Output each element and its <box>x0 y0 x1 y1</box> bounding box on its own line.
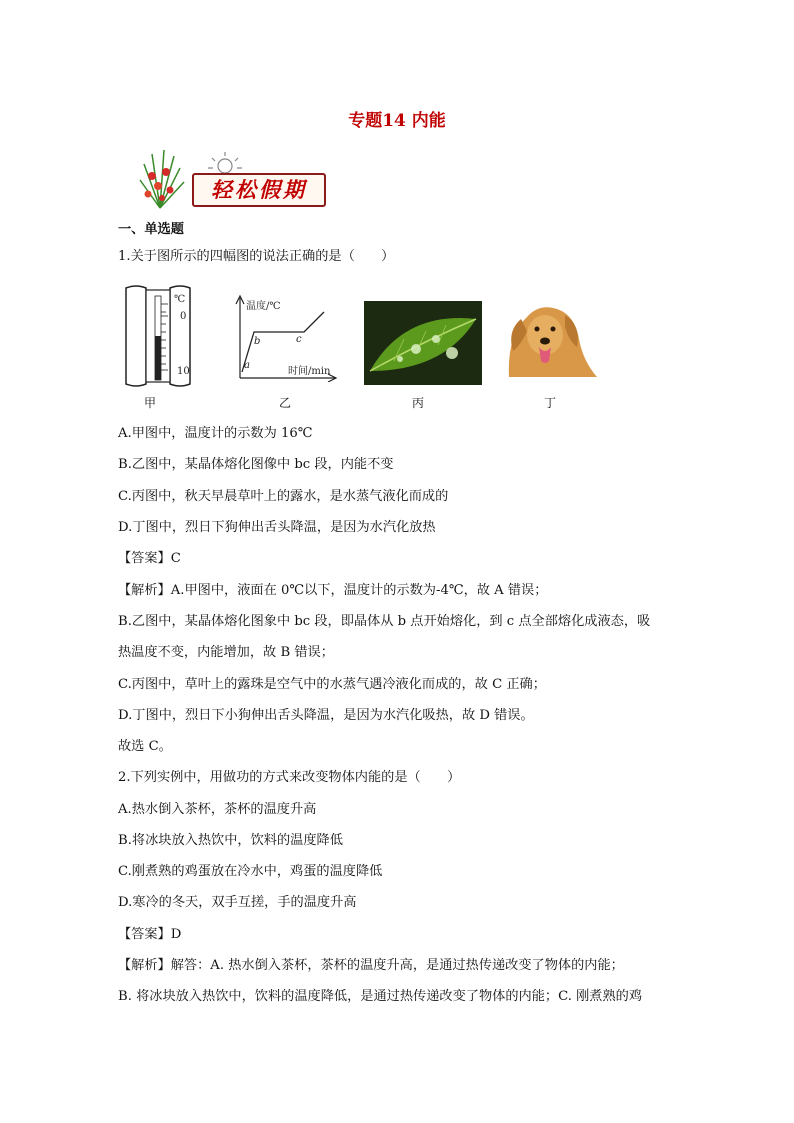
sun-icon <box>200 150 250 174</box>
q2-analysis-line: 【解析】解答：A. 热水倒入茶杯，茶杯的温度升高，是通过热传递改变了物体的内能； <box>118 958 624 973</box>
thermometer-tick-0: 0 <box>180 311 187 322</box>
q2-option-b: B.将冰块放入热饮中，饮料的温度降低 <box>118 833 343 848</box>
q1-option-b: B.乙图中，某晶体熔化图像中 bc 段，内能不变 <box>118 457 394 472</box>
q1-analysis-line: 【解析】A.甲图中，液面在 0℃以下，温度计的示数为-4℃，故 A 错误； <box>118 583 548 598</box>
q2-analysis-line: B. 将冰块放入热饮中，饮料的温度降低，是通过热传递改变了物体的内能；C. 刚煮熟的鸡 <box>118 989 643 1004</box>
q1-answer: 【答案】C <box>118 551 181 566</box>
point-b: b <box>254 336 261 347</box>
q2-option-d: D.寒冷的冬天，双手互搓，手的温度升高 <box>118 895 357 910</box>
q1-analysis-line: D.丁图中，烈日下小狗伸出舌头降温，是因为水汽化吸热，故 D 错误。 <box>118 708 534 723</box>
dog-photo <box>499 295 597 377</box>
q1-option-a: A.甲图中，温度计的示数为 16℃ <box>118 426 313 441</box>
q2-answer: 【答案】D <box>118 927 182 942</box>
melting-graph-figure <box>232 292 340 382</box>
caption-bing: 丙 <box>411 396 424 410</box>
q1-option-c: C.丙图中，秋天早晨草叶上的露水，是水蒸气液化而成的 <box>118 489 449 504</box>
q2-stem: 2.下列实例中，用做功的方式来改变物体内能的是（ ） <box>118 770 461 785</box>
q1-analysis-line: C.丙图中，草叶上的露珠是空气中的水蒸气遇冷液化而成的，故 C 正确； <box>118 677 546 692</box>
caption-yi: 乙 <box>278 396 291 410</box>
q2-option-a: A.热水倒入茶杯，茶杯的温度升高 <box>118 802 317 817</box>
q1-analysis-line: B.乙图中，某晶体熔化图象中 bc 段，即晶体从 b 点开始熔化，到 c 点全部熔化成液态，吸 <box>118 614 651 629</box>
point-c: c <box>296 334 302 345</box>
section-heading: 一、单选题 <box>118 222 184 237</box>
thermometer-unit: ℃ <box>174 294 186 305</box>
flower-icon <box>130 146 200 210</box>
page-title: 专题14 内能 <box>348 111 446 131</box>
q1-stem: 1.关于图所示的四幅图的说法正确的是（ ） <box>118 249 395 264</box>
caption-jia: 甲 <box>143 396 156 410</box>
point-a: a <box>244 360 250 371</box>
thermometer-tick-10: 10 <box>177 366 190 377</box>
holiday-banner <box>130 146 330 210</box>
banner-text: 轻松假期 <box>192 173 326 207</box>
q1-option-d: D.丁图中，烈日下狗伸出舌头降温，是因为水汽化放热 <box>118 520 436 535</box>
dew-leaf-photo <box>364 301 482 385</box>
q2-option-c: C.刚煮熟的鸡蛋放在冷水中，鸡蛋的温度降低 <box>118 864 383 879</box>
graph-xlabel: 时间/min <box>288 366 331 377</box>
q1-analysis-line: 故选 C。 <box>118 739 172 754</box>
thermometer-figure <box>122 284 194 388</box>
q1-analysis-line: 热温度不变，内能增加，故 B 错误； <box>118 645 334 660</box>
graph-ylabel: 温度/℃ <box>246 301 281 312</box>
caption-ding: 丁 <box>543 396 556 410</box>
